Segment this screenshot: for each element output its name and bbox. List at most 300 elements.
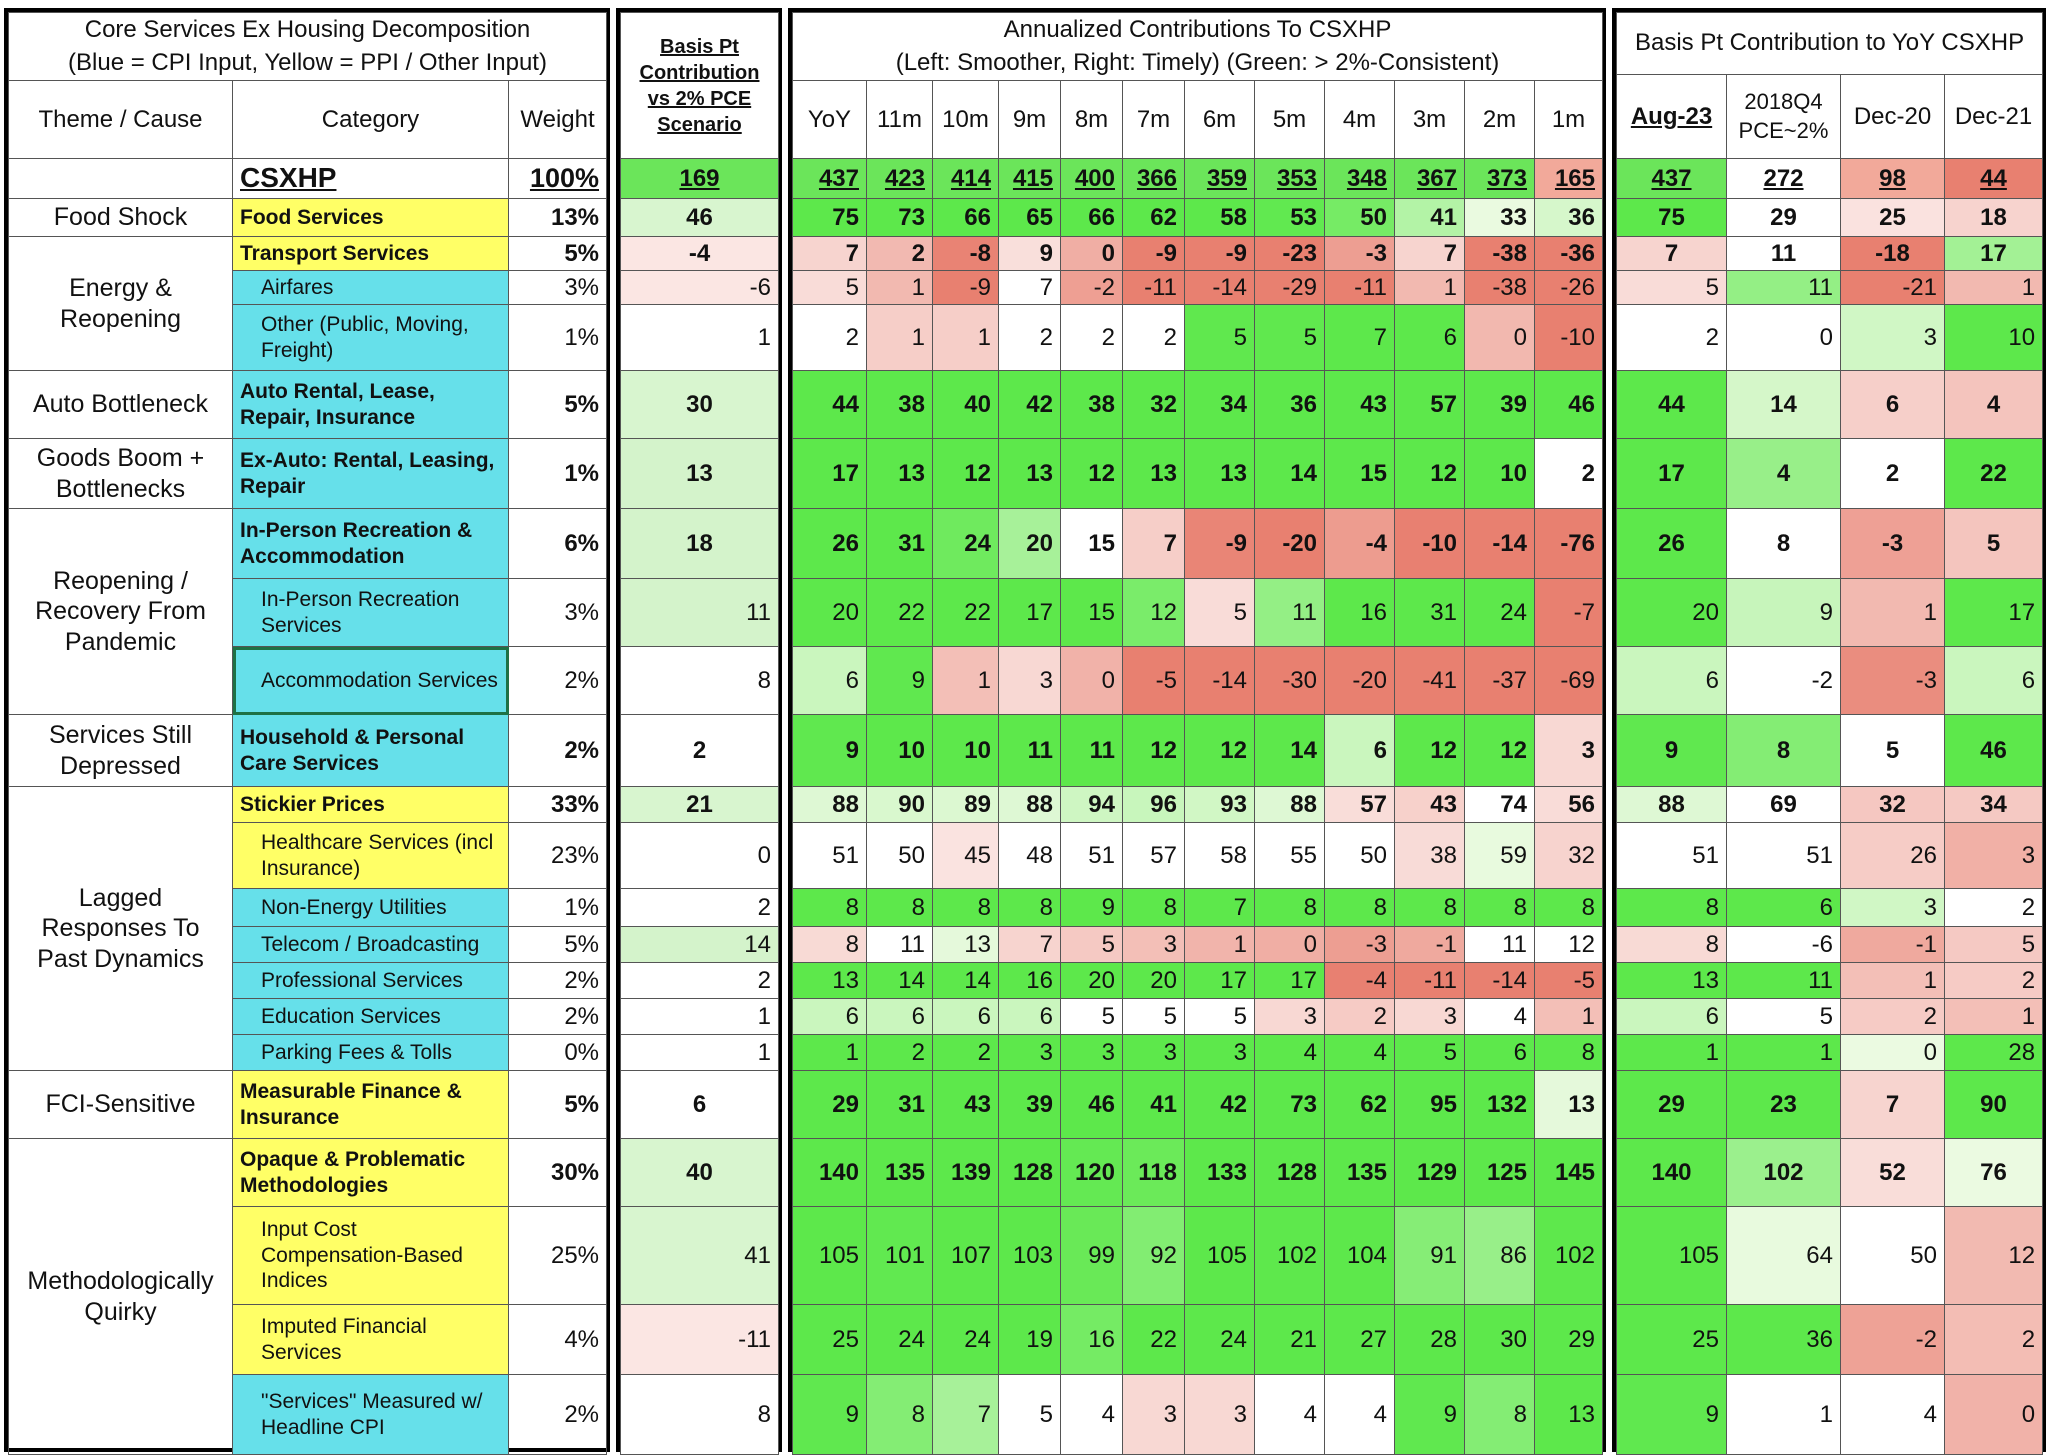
value-cell[interactable]: 12 (1123, 579, 1185, 647)
category-cell[interactable]: "Services" Measured w/ Headline CPI (233, 1375, 509, 1455)
value-cell[interactable]: 0 (1255, 927, 1325, 963)
value-cell[interactable]: 1 (933, 647, 999, 715)
value-cell[interactable]: 39 (999, 1071, 1061, 1139)
value-cell[interactable]: 125 (1465, 1139, 1535, 1207)
value-cell[interactable]: 27 (1325, 1305, 1395, 1375)
value-cell[interactable]: 3 (1123, 927, 1185, 963)
value-cell[interactable]: 15 (1061, 509, 1123, 579)
value-cell[interactable]: 15 (1325, 439, 1395, 509)
value-cell[interactable]: 11 (1465, 927, 1535, 963)
basis-cell[interactable]: 46 (621, 199, 779, 237)
value-cell[interactable]: 65 (999, 199, 1061, 237)
value-cell[interactable]: 437 (793, 159, 867, 199)
yoy-cell[interactable]: 11 (1727, 271, 1841, 305)
value-cell[interactable]: 28 (1395, 1305, 1465, 1375)
value-cell[interactable]: 120 (1061, 1139, 1123, 1207)
value-cell[interactable]: 133 (1185, 1139, 1255, 1207)
basis-cell[interactable]: 40 (621, 1139, 779, 1207)
value-cell[interactable]: 3 (1395, 999, 1465, 1035)
column-header-period[interactable]: 9m (999, 81, 1061, 159)
yoy-cell[interactable]: 1 (1945, 271, 2043, 305)
column-header-period[interactable]: 6m (1185, 81, 1255, 159)
value-cell[interactable]: 88 (1255, 787, 1325, 823)
value-cell[interactable]: 10 (1465, 439, 1535, 509)
basis-cell[interactable]: 14 (621, 927, 779, 963)
value-cell[interactable]: 12 (1465, 715, 1535, 787)
value-cell[interactable]: 29 (1535, 1305, 1603, 1375)
value-cell[interactable]: 12 (1395, 715, 1465, 787)
value-cell[interactable]: 34 (1185, 371, 1255, 439)
value-cell[interactable]: 8 (1535, 1035, 1603, 1071)
value-cell[interactable]: 66 (1061, 199, 1123, 237)
value-cell[interactable]: 2 (933, 1035, 999, 1071)
column-header-period[interactable]: 10m (933, 81, 999, 159)
value-cell[interactable]: 50 (867, 823, 933, 889)
weight-cell[interactable]: 2% (509, 647, 607, 715)
value-cell[interactable]: -76 (1535, 509, 1603, 579)
value-cell[interactable]: 46 (1535, 371, 1603, 439)
weight-cell[interactable]: 0% (509, 1035, 607, 1071)
yoy-cell[interactable]: 17 (1945, 237, 2043, 271)
value-cell[interactable]: -69 (1535, 647, 1603, 715)
yoy-cell[interactable]: 26 (1617, 509, 1727, 579)
category-cell[interactable]: Stickier Prices (233, 787, 509, 823)
value-cell[interactable]: -41 (1395, 647, 1465, 715)
value-cell[interactable]: 24 (1465, 579, 1535, 647)
value-cell[interactable]: 2 (867, 237, 933, 271)
yoy-cell[interactable]: 51 (1727, 823, 1841, 889)
yoy-cell[interactable]: 5 (1727, 999, 1841, 1035)
category-cell[interactable]: Auto Rental, Lease, Repair, Insurance (233, 371, 509, 439)
value-cell[interactable]: 5 (1061, 927, 1123, 963)
value-cell[interactable]: 348 (1325, 159, 1395, 199)
yoy-cell[interactable]: 51 (1617, 823, 1727, 889)
value-cell[interactable]: 3 (1185, 1375, 1255, 1455)
value-cell[interactable]: 26 (793, 509, 867, 579)
value-cell[interactable]: 88 (999, 787, 1061, 823)
value-cell[interactable]: 16 (999, 963, 1061, 999)
column-header-weight[interactable]: Weight (509, 81, 607, 159)
value-cell[interactable]: 90 (867, 787, 933, 823)
value-cell[interactable]: -14 (1185, 271, 1255, 305)
value-cell[interactable]: 43 (1325, 371, 1395, 439)
value-cell[interactable]: -4 (1325, 509, 1395, 579)
value-cell[interactable]: 6 (1465, 1035, 1535, 1071)
value-cell[interactable]: 145 (1535, 1139, 1603, 1207)
category-cell[interactable]: Imputed Financial Services (233, 1305, 509, 1375)
yoy-cell[interactable]: 0 (1945, 1375, 2043, 1455)
value-cell[interactable]: 20 (793, 579, 867, 647)
basis-cell[interactable]: 21 (621, 787, 779, 823)
weight-cell[interactable]: 13% (509, 199, 607, 237)
value-cell[interactable]: -9 (1123, 237, 1185, 271)
basis-cell[interactable]: -11 (621, 1305, 779, 1375)
value-cell[interactable]: 48 (999, 823, 1061, 889)
yoy-cell[interactable]: 6 (1617, 999, 1727, 1035)
value-cell[interactable]: 13 (867, 439, 933, 509)
category-cell[interactable]: Telecom / Broadcasting (233, 927, 509, 963)
value-cell[interactable]: -1 (1395, 927, 1465, 963)
value-cell[interactable]: 12 (1123, 715, 1185, 787)
value-cell[interactable]: 8 (1123, 889, 1185, 927)
value-cell[interactable]: 6 (933, 999, 999, 1035)
weight-cell[interactable]: 2% (509, 715, 607, 787)
value-cell[interactable]: 17 (999, 579, 1061, 647)
value-cell[interactable]: 32 (1535, 823, 1603, 889)
value-cell[interactable]: 41 (1123, 1071, 1185, 1139)
value-cell[interactable]: 22 (933, 579, 999, 647)
value-cell[interactable]: 62 (1325, 1071, 1395, 1139)
value-cell[interactable]: 4 (1061, 1375, 1123, 1455)
value-cell[interactable]: 41 (1395, 199, 1465, 237)
value-cell[interactable]: 7 (1185, 889, 1255, 927)
yoy-cell[interactable]: 2 (1945, 963, 2043, 999)
yoy-cell[interactable]: 23 (1727, 1071, 1841, 1139)
yoy-cell[interactable]: 4 (1841, 1375, 1945, 1455)
basis-cell[interactable]: 8 (621, 647, 779, 715)
yoy-cell[interactable]: 69 (1727, 787, 1841, 823)
column-header-period[interactable]: 8m (1061, 81, 1123, 159)
value-cell[interactable]: 21 (1255, 1305, 1325, 1375)
yoy-cell[interactable]: 4 (1945, 371, 2043, 439)
basis-cell[interactable]: 41 (621, 1207, 779, 1305)
value-cell[interactable]: 88 (793, 787, 867, 823)
yoy-cell[interactable]: 4 (1727, 439, 1841, 509)
value-cell[interactable]: 73 (1255, 1071, 1325, 1139)
basis-cell[interactable]: 18 (621, 509, 779, 579)
yoy-cell[interactable]: 25 (1841, 199, 1945, 237)
value-cell[interactable]: 373 (1465, 159, 1535, 199)
column-header-snapshot[interactable]: Aug-23 (1617, 75, 1727, 159)
weight-cell[interactable]: 100% (509, 159, 607, 199)
basis-cell[interactable]: 2 (621, 715, 779, 787)
weight-cell[interactable]: 6% (509, 509, 607, 579)
weight-cell[interactable]: 5% (509, 1071, 607, 1139)
column-header-period[interactable]: 5m (1255, 81, 1325, 159)
weight-cell[interactable]: 5% (509, 371, 607, 439)
value-cell[interactable]: 353 (1255, 159, 1325, 199)
yoy-cell[interactable]: 437 (1617, 159, 1727, 199)
value-cell[interactable]: 14 (1255, 439, 1325, 509)
basis-cell[interactable]: 2 (621, 963, 779, 999)
value-cell[interactable]: 9 (793, 1375, 867, 1455)
value-cell[interactable]: 1 (793, 1035, 867, 1071)
value-cell[interactable]: 13 (999, 439, 1061, 509)
value-cell[interactable]: 6 (1325, 715, 1395, 787)
value-cell[interactable]: 74 (1465, 787, 1535, 823)
basis-cell[interactable]: 2 (621, 889, 779, 927)
value-cell[interactable]: 17 (1185, 963, 1255, 999)
value-cell[interactable]: 140 (793, 1139, 867, 1207)
value-cell[interactable]: 56 (1535, 787, 1603, 823)
value-cell[interactable]: 2 (1325, 999, 1395, 1035)
yoy-cell[interactable]: 6 (1841, 371, 1945, 439)
yoy-cell[interactable]: 3 (1841, 889, 1945, 927)
yoy-cell[interactable]: 5 (1841, 715, 1945, 787)
yoy-cell[interactable]: 5 (1945, 509, 2043, 579)
value-cell[interactable]: 20 (1061, 963, 1123, 999)
value-cell[interactable]: -10 (1395, 509, 1465, 579)
weight-cell[interactable]: 33% (509, 787, 607, 823)
value-cell[interactable]: 5 (1185, 305, 1255, 371)
value-cell[interactable]: 6 (793, 647, 867, 715)
basis-cell[interactable]: 6 (621, 1071, 779, 1139)
value-cell[interactable]: 3 (1535, 715, 1603, 787)
value-cell[interactable]: -11 (1395, 963, 1465, 999)
value-cell[interactable]: 2 (793, 305, 867, 371)
value-cell[interactable]: 8 (867, 1375, 933, 1455)
basis-cell[interactable]: 0 (621, 823, 779, 889)
value-cell[interactable]: 24 (933, 509, 999, 579)
theme-cell[interactable]: Energy & Reopening (9, 237, 233, 371)
basis-cell[interactable]: 8 (621, 1375, 779, 1455)
yoy-cell[interactable]: 18 (1945, 199, 2043, 237)
basis-cell[interactable]: 1 (621, 305, 779, 371)
value-cell[interactable]: 3 (999, 647, 1061, 715)
value-cell[interactable]: 7 (1325, 305, 1395, 371)
value-cell[interactable]: -26 (1535, 271, 1603, 305)
value-cell[interactable]: 17 (793, 439, 867, 509)
value-cell[interactable]: 29 (793, 1071, 867, 1139)
column-header-period[interactable]: 7m (1123, 81, 1185, 159)
value-cell[interactable]: 55 (1255, 823, 1325, 889)
value-cell[interactable]: 1 (867, 271, 933, 305)
value-cell[interactable]: -20 (1325, 647, 1395, 715)
value-cell[interactable]: 16 (1061, 1305, 1123, 1375)
yoy-cell[interactable]: 46 (1945, 715, 2043, 787)
value-cell[interactable]: 50 (1325, 823, 1395, 889)
value-cell[interactable]: 45 (933, 823, 999, 889)
value-cell[interactable]: 42 (999, 371, 1061, 439)
yoy-cell[interactable]: 11 (1727, 963, 1841, 999)
yoy-cell[interactable]: 8 (1727, 509, 1841, 579)
weight-cell[interactable]: 2% (509, 963, 607, 999)
category-cell[interactable]: Education Services (233, 999, 509, 1035)
theme-cell[interactable]: Methodologically Quirky (9, 1139, 233, 1455)
value-cell[interactable]: 9 (1395, 1375, 1465, 1455)
value-cell[interactable]: 0 (1061, 647, 1123, 715)
yoy-cell[interactable]: 22 (1945, 439, 2043, 509)
yoy-cell[interactable]: 1 (1841, 963, 1945, 999)
value-cell[interactable]: 30 (1465, 1305, 1535, 1375)
yoy-cell[interactable]: 28 (1945, 1035, 2043, 1071)
value-cell[interactable]: 7 (999, 927, 1061, 963)
value-cell[interactable]: 53 (1255, 199, 1325, 237)
value-cell[interactable]: 11 (999, 715, 1061, 787)
value-cell[interactable]: 13 (1535, 1375, 1603, 1455)
basis-cell[interactable]: 11 (621, 579, 779, 647)
value-cell[interactable]: 43 (933, 1071, 999, 1139)
value-cell[interactable]: 415 (999, 159, 1061, 199)
value-cell[interactable]: 91 (1395, 1207, 1465, 1305)
theme-cell[interactable]: Goods Boom + Bottlenecks (9, 439, 233, 509)
value-cell[interactable]: 8 (1465, 1375, 1535, 1455)
value-cell[interactable]: 4 (1325, 1035, 1395, 1071)
value-cell[interactable]: 135 (1325, 1139, 1395, 1207)
value-cell[interactable]: 11 (1255, 579, 1325, 647)
value-cell[interactable]: 14 (1255, 715, 1325, 787)
category-cell[interactable]: Measurable Finance & Insurance (233, 1071, 509, 1139)
value-cell[interactable]: 165 (1535, 159, 1603, 199)
yoy-cell[interactable]: 8 (1617, 927, 1727, 963)
value-cell[interactable]: 1 (1185, 927, 1255, 963)
value-cell[interactable]: 5 (1123, 999, 1185, 1035)
yoy-cell[interactable]: -3 (1841, 509, 1945, 579)
column-header-period[interactable]: 3m (1395, 81, 1465, 159)
value-cell[interactable]: 22 (867, 579, 933, 647)
value-cell[interactable]: 8 (793, 889, 867, 927)
value-cell[interactable]: 3 (1185, 1035, 1255, 1071)
weight-cell[interactable]: 5% (509, 237, 607, 271)
basis-cell[interactable]: 30 (621, 371, 779, 439)
value-cell[interactable]: 20 (999, 509, 1061, 579)
yoy-cell[interactable]: 2 (1841, 999, 1945, 1035)
value-cell[interactable]: 11 (1061, 715, 1123, 787)
yoy-cell[interactable]: 64 (1727, 1207, 1841, 1305)
value-cell[interactable]: 93 (1185, 787, 1255, 823)
value-cell[interactable]: 16 (1325, 579, 1395, 647)
value-cell[interactable]: 5 (1185, 999, 1255, 1035)
value-cell[interactable]: 58 (1185, 823, 1255, 889)
value-cell[interactable]: 14 (867, 963, 933, 999)
value-cell[interactable]: 62 (1123, 199, 1185, 237)
value-cell[interactable]: 31 (1395, 579, 1465, 647)
value-cell[interactable]: 4 (1465, 999, 1535, 1035)
category-cell[interactable]: Ex-Auto: Rental, Leasing, Repair (233, 439, 509, 509)
value-cell[interactable]: 36 (1255, 371, 1325, 439)
yoy-cell[interactable]: -1 (1841, 927, 1945, 963)
value-cell[interactable]: 8 (999, 889, 1061, 927)
value-cell[interactable]: -11 (1325, 271, 1395, 305)
category-cell[interactable]: In-Person Recreation & Accommodation (233, 509, 509, 579)
column-header-period[interactable]: 4m (1325, 81, 1395, 159)
value-cell[interactable]: 89 (933, 787, 999, 823)
yoy-cell[interactable]: 7 (1617, 237, 1727, 271)
yoy-cell[interactable]: -2 (1841, 1305, 1945, 1375)
value-cell[interactable]: -38 (1465, 237, 1535, 271)
value-cell[interactable]: -7 (1535, 579, 1603, 647)
value-cell[interactable]: 139 (933, 1139, 999, 1207)
column-header-theme[interactable]: Theme / Cause (9, 81, 233, 159)
value-cell[interactable]: -14 (1465, 963, 1535, 999)
value-cell[interactable]: 8 (1255, 889, 1325, 927)
value-cell[interactable]: 5 (1395, 1035, 1465, 1071)
value-cell[interactable]: 118 (1123, 1139, 1185, 1207)
value-cell[interactable]: 17 (1255, 963, 1325, 999)
value-cell[interactable]: 128 (1255, 1139, 1325, 1207)
value-cell[interactable]: 9 (793, 715, 867, 787)
value-cell[interactable]: 9 (1061, 889, 1123, 927)
value-cell[interactable]: 50 (1325, 199, 1395, 237)
value-cell[interactable]: 73 (867, 199, 933, 237)
yoy-cell[interactable]: 52 (1841, 1139, 1945, 1207)
yoy-cell[interactable]: -21 (1841, 271, 1945, 305)
yoy-cell[interactable]: 1 (1727, 1375, 1841, 1455)
value-cell[interactable]: -14 (1185, 647, 1255, 715)
value-cell[interactable]: 1 (1395, 271, 1465, 305)
value-cell[interactable]: 14 (933, 963, 999, 999)
yoy-cell[interactable]: 34 (1945, 787, 2043, 823)
yoy-cell[interactable]: 5 (1945, 927, 2043, 963)
value-cell[interactable]: -20 (1255, 509, 1325, 579)
yoy-cell[interactable]: 6 (1945, 647, 2043, 715)
yoy-cell[interactable]: 76 (1945, 1139, 2043, 1207)
yoy-cell[interactable]: 2 (1945, 1305, 2043, 1375)
column-header-period[interactable]: 11m (867, 81, 933, 159)
value-cell[interactable]: 59 (1465, 823, 1535, 889)
yoy-cell[interactable]: 25 (1617, 1305, 1727, 1375)
yoy-cell[interactable]: 8 (1727, 715, 1841, 787)
value-cell[interactable]: 96 (1123, 787, 1185, 823)
value-cell[interactable]: 22 (1123, 1305, 1185, 1375)
yoy-cell[interactable]: 105 (1617, 1207, 1727, 1305)
value-cell[interactable]: 33 (1465, 199, 1535, 237)
value-cell[interactable]: -23 (1255, 237, 1325, 271)
category-cell[interactable]: Parking Fees & Tolls (233, 1035, 509, 1071)
yoy-cell[interactable]: -2 (1727, 647, 1841, 715)
yoy-cell[interactable]: 0 (1841, 1035, 1945, 1071)
value-cell[interactable]: 7 (1395, 237, 1465, 271)
value-cell[interactable]: 102 (1535, 1207, 1603, 1305)
value-cell[interactable]: 12 (1061, 439, 1123, 509)
yoy-cell[interactable]: 32 (1841, 787, 1945, 823)
yoy-cell[interactable]: 102 (1727, 1139, 1841, 1207)
value-cell[interactable]: 5 (1255, 305, 1325, 371)
value-cell[interactable]: 104 (1325, 1207, 1395, 1305)
category-cell[interactable]: Other (Public, Moving, Freight) (233, 305, 509, 371)
value-cell[interactable]: 6 (1395, 305, 1465, 371)
yoy-cell[interactable]: 75 (1617, 199, 1727, 237)
category-cell[interactable]: Airfares (233, 271, 509, 305)
value-cell[interactable]: 359 (1185, 159, 1255, 199)
category-cell[interactable]: Opaque & Problematic Methodologies (233, 1139, 509, 1207)
value-cell[interactable]: 1 (1535, 999, 1603, 1035)
yoy-cell[interactable]: 98 (1841, 159, 1945, 199)
value-cell[interactable]: 7 (1123, 509, 1185, 579)
category-cell[interactable]: Food Services (233, 199, 509, 237)
value-cell[interactable]: -29 (1255, 271, 1325, 305)
weight-cell[interactable]: 2% (509, 999, 607, 1035)
value-cell[interactable]: -38 (1465, 271, 1535, 305)
value-cell[interactable]: -14 (1465, 509, 1535, 579)
value-cell[interactable]: 102 (1255, 1207, 1325, 1305)
value-cell[interactable]: 1 (933, 305, 999, 371)
value-cell[interactable]: 32 (1123, 371, 1185, 439)
value-cell[interactable]: 2 (1123, 305, 1185, 371)
value-cell[interactable]: 36 (1535, 199, 1603, 237)
value-cell[interactable]: 44 (793, 371, 867, 439)
value-cell[interactable]: 25 (793, 1305, 867, 1375)
yoy-cell[interactable]: 272 (1727, 159, 1841, 199)
value-cell[interactable]: 75 (793, 199, 867, 237)
value-cell[interactable]: -30 (1255, 647, 1325, 715)
value-cell[interactable]: 24 (1185, 1305, 1255, 1375)
value-cell[interactable]: 8 (1325, 889, 1395, 927)
yoy-cell[interactable]: 29 (1727, 199, 1841, 237)
yoy-cell[interactable]: 8 (1617, 889, 1727, 927)
value-cell[interactable]: 5 (999, 1375, 1061, 1455)
yoy-cell[interactable]: 13 (1617, 963, 1727, 999)
value-cell[interactable]: 46 (1061, 1071, 1123, 1139)
column-header-snapshot[interactable]: Dec-20 (1841, 75, 1945, 159)
weight-cell[interactable]: 1% (509, 305, 607, 371)
value-cell[interactable]: 367 (1395, 159, 1465, 199)
value-cell[interactable]: 5 (1061, 999, 1123, 1035)
category-cell[interactable]: Accommodation Services (233, 647, 509, 715)
column-header-category[interactable]: Category (233, 81, 509, 159)
category-cell[interactable]: Professional Services (233, 963, 509, 999)
value-cell[interactable]: 0 (1465, 305, 1535, 371)
